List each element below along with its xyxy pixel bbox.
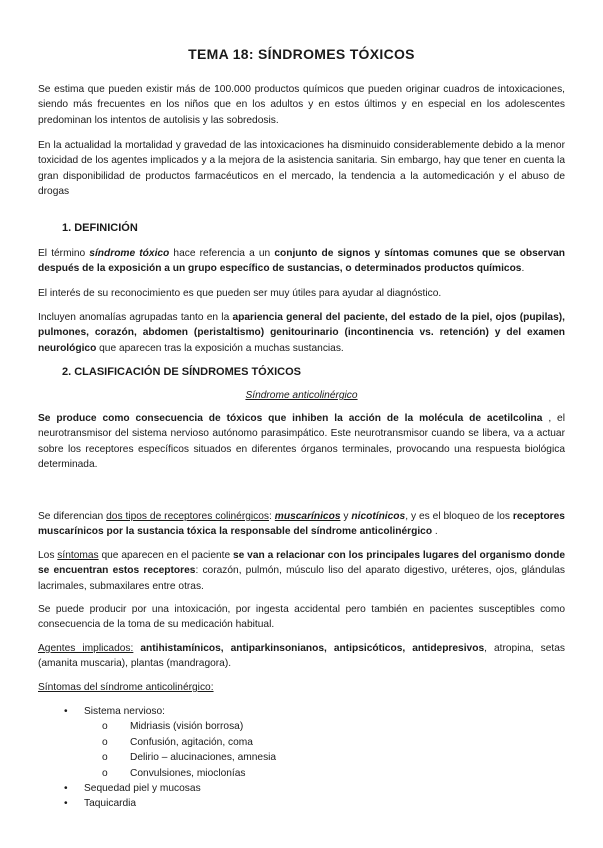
- subsection-title-text: Síndrome anticolinérgico: [245, 390, 358, 401]
- page-title: TEMA 18: SÍNDROMES TÓXICOS: [188, 46, 415, 62]
- sub-list-item: [84, 719, 565, 734]
- subsection-title: [38, 390, 565, 401]
- sub-list-item-label: Delirio – alucinaciones, amnesia: [130, 752, 277, 764]
- sub-list-item: [84, 735, 565, 750]
- anticholinergic-paragraph-1: [38, 411, 565, 473]
- symptoms-list: [38, 704, 565, 812]
- definition-paragraph: [38, 246, 565, 277]
- receptor-types-paragraph: [38, 509, 565, 540]
- term-nicotinicos: nicotínicos: [351, 511, 406, 522]
- receptor-emphasis: receptores muscarínicos por la sustancia tóxica la responsable del síndrome anticolinérgico: [38, 511, 565, 538]
- bullet-icon: •: [64, 783, 68, 795]
- text-run: hace referencia a un: [169, 248, 275, 259]
- symptoms-list-label-text: Síntomas del síndrome anticolinérgico:: [38, 682, 214, 693]
- text-run: Se diferencian: [38, 511, 107, 522]
- interest-paragraph: El interés de su reconocimiento es que pueden ser muy útiles para ayudar al diagnóstico.: [38, 288, 442, 299]
- circle-bullet-icon: o: [102, 767, 108, 779]
- term-sintomas: síntomas: [57, 550, 99, 561]
- bullet-icon: •: [64, 798, 68, 810]
- text-run: , el neurotransmisor del sistema nervioso autónomo parasimpático. Este neurotransmisor cuando se libera, va a actuar sobre los receptores específicos situados en diferentes órganos terminales, provocando una respuesta biológica determinada.: [38, 413, 565, 471]
- term-muscarinicos: muscarínicos: [274, 511, 341, 522]
- text-run: que aparecen tras la exposición a muchas sustancias.: [96, 342, 344, 354]
- intoxication-paragraph: Se puede producir por una intoxicación, por ingesta accidental pero también en pacientes susceptibles como consecuencia de la toma de su medicación habitual.: [38, 604, 565, 631]
- sub-list-item-label: Midriasis (visión borrosa): [130, 721, 244, 733]
- sub-list-item-label: Convulsiones, mioclonías: [130, 767, 246, 779]
- section-heading-definicion: 1. DEFINICIÓN: [62, 222, 138, 234]
- list-item-label: Sequedad piel y mucosas: [84, 783, 201, 795]
- intro-paragraph-1: Se estima que pueden existir más de 100.000 productos químicos que pueden originar cuadros de intoxicaciones, siendo más frecuentes en los niños que en los adultos y en estos últimos y en especial en los adolescentes predominan los intentos de autolisis y las sobredosis.: [38, 84, 565, 126]
- bullet-icon: •: [64, 706, 68, 717]
- symptoms-emphasis: se van a relacionar con los principales lugares del organismo donde se encuentran estos receptores: [38, 550, 565, 577]
- circle-bullet-icon: o: [102, 736, 108, 748]
- anomalies-paragraph: [38, 310, 565, 356]
- agents-paragraph: [38, 641, 565, 672]
- receptor-types-underlined: dos tipos de receptores colinérgicos: [106, 511, 270, 522]
- text-run: que aparecen en el paciente: [98, 550, 233, 561]
- list-item-label: Sistema nervioso:: [84, 706, 165, 717]
- text-run: .: [521, 263, 525, 275]
- list-item-label: Taquicardia: [84, 798, 137, 810]
- text-run: :: [269, 511, 275, 522]
- agents-emphasis: antihistamínicos, antiparkinsonianos, antipsicóticos, antidepresivos: [133, 643, 485, 654]
- text-run: Los: [38, 550, 58, 561]
- list-item: [38, 704, 565, 781]
- symptoms-paragraph: [38, 548, 565, 594]
- text-run: El término: [38, 248, 90, 259]
- circle-bullet-icon: o: [102, 721, 108, 733]
- sub-list-item: [84, 750, 565, 765]
- text-run: .: [432, 526, 438, 538]
- sub-list-item-label: Confusión, agitación, coma: [130, 736, 253, 748]
- agents-label: Agentes implicados:: [38, 643, 134, 654]
- text-run: , atropina, setas (amanita muscaria), plantas (mandragora).: [38, 643, 565, 670]
- section-heading-clasificacion: 2. CLASIFICACIÓN DE SÍNDROMES TÓXICOS: [62, 366, 301, 378]
- definition-emphasis: conjunto de signos y síntomas comunes que se observan después de la exposición a un grupo específico de sustancias, o determinados productos químicos: [38, 248, 565, 275]
- sub-list-item: [84, 766, 565, 781]
- text-run: y: [340, 511, 352, 522]
- anomalies-emphasis: apariencia general del paciente, del estado de la piel, ojos (pupilas), pulmones, corazón, abdomen (peristaltismo) genitourinario (incontinencia vs. retención) y del examen neurológico: [38, 312, 565, 354]
- text-run: : corazón, pulmón, músculo liso del aparato digestivo, uréteres, ojos, glándulas lacrimales, submaxilares entre otras.: [38, 565, 565, 592]
- anticholinergic-emphasis: Se produce como consecuencia de tóxicos que inhiben la acción de la molécula de acetilcolina: [38, 413, 543, 424]
- list-item: [38, 781, 565, 796]
- text-run: , y es el bloqueo de los: [405, 511, 513, 522]
- circle-bullet-icon: o: [102, 752, 108, 764]
- nervous-system-sublist: [84, 719, 565, 781]
- text-run: Incluyen anomalías agrupadas tanto en la: [38, 312, 233, 323]
- intro-paragraph-2: En la actualidad la mortalidad y gravedad de las intoxicaciones ha disminuido considerablemente debido a la menor toxicidad de los agentes implicados y a la mejora de la asistencia sanitaria. Sin embargo, hay que tener en cuenta la gran disponibilidad de productos farmacéuticos en el mercado, la tendencia a la automedicación y el abuso de drogas: [38, 140, 565, 198]
- list-item: [38, 796, 565, 811]
- term-sindrome-toxico: síndrome tóxico: [89, 248, 170, 259]
- symptoms-list-label: [38, 680, 565, 695]
